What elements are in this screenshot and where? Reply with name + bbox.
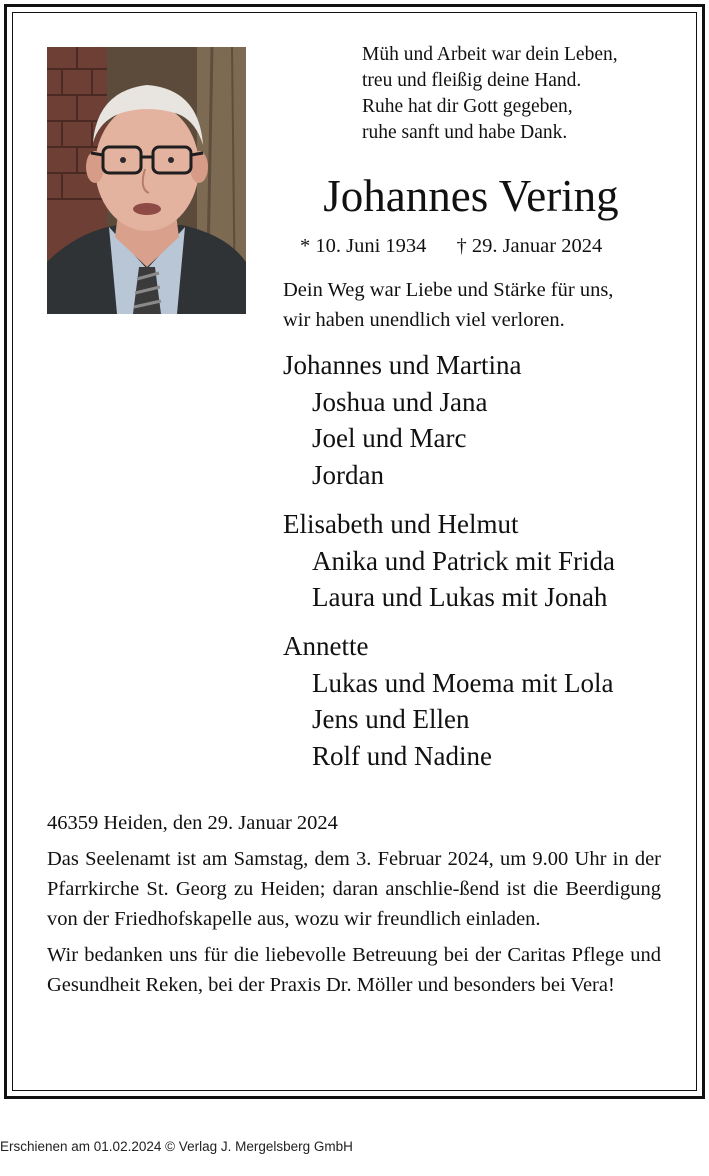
poem-line: Ruhe hat dir Gott gegeben,	[362, 96, 573, 117]
family-member: Anika und Patrick mit Frida	[312, 545, 615, 576]
family-group	[283, 347, 615, 494]
funeral-information	[47, 808, 661, 1006]
family-member: Jens und Ellen	[312, 704, 470, 735]
family-head: Annette	[283, 630, 369, 661]
family-head: Elisabeth und Helmut	[283, 508, 519, 539]
place-and-date: 46359 Heiden, den 29. Januar 2024	[47, 812, 338, 834]
family-group	[283, 506, 615, 616]
poem-line: treu und fleißig deine Hand.	[362, 70, 582, 91]
subtitle-line: wir haben unendlich viel verloren.	[283, 309, 565, 331]
family-head: Johannes und Martina	[283, 350, 522, 380]
poem-line: Müh und Arbeit war dein Leben,	[362, 44, 618, 65]
portrait-photo	[47, 47, 246, 314]
birth-date: * 10. Juni 1934	[300, 235, 427, 257]
memorial-subtitle	[283, 275, 613, 335]
family-member: Joel und Marc	[312, 423, 467, 454]
subtitle-line: Dein Weg war Liebe und Stärke für uns,	[283, 279, 614, 301]
thanks-note: Wir bedanken uns für die liebevolle Betreuung bei der Caritas Pflege und Gesundheit Reken, bei der Praxis Dr. Möller und besonders bei Vera!	[47, 944, 661, 996]
portrait-illustration	[47, 47, 246, 314]
family-group	[283, 628, 615, 775]
memorial-poem	[362, 42, 618, 146]
family-member: Laura und Lukas mit Jonah	[312, 582, 608, 613]
family-member: Rolf und Nadine	[312, 741, 492, 772]
family-member: Jordan	[312, 460, 384, 491]
service-announcement: Das Seelenamt ist am Samstag, dem 3. Februar 2024, um 9.00 Uhr in der Pfarrkirche St. Georg zu Heiden; daran anschlie-ßend ist die Beerdigung von der Friedhofskapelle aus, wozu wir freundlich einladen.	[47, 848, 661, 930]
publication-footer: Erschienen am 01.02.2024 © Verlag J. Mergelsberg GmbH	[0, 1139, 353, 1154]
life-dates	[300, 232, 602, 260]
family-member: Joshua und Jana	[312, 386, 488, 417]
death-date: † 29. Januar 2024	[456, 235, 603, 257]
poem-line: ruhe sanft und habe Dank.	[362, 122, 568, 143]
family-member: Lukas und Moema mit Lola	[312, 667, 614, 698]
deceased-name: Johannes Vering	[323, 171, 619, 221]
mourners-list	[283, 347, 615, 787]
